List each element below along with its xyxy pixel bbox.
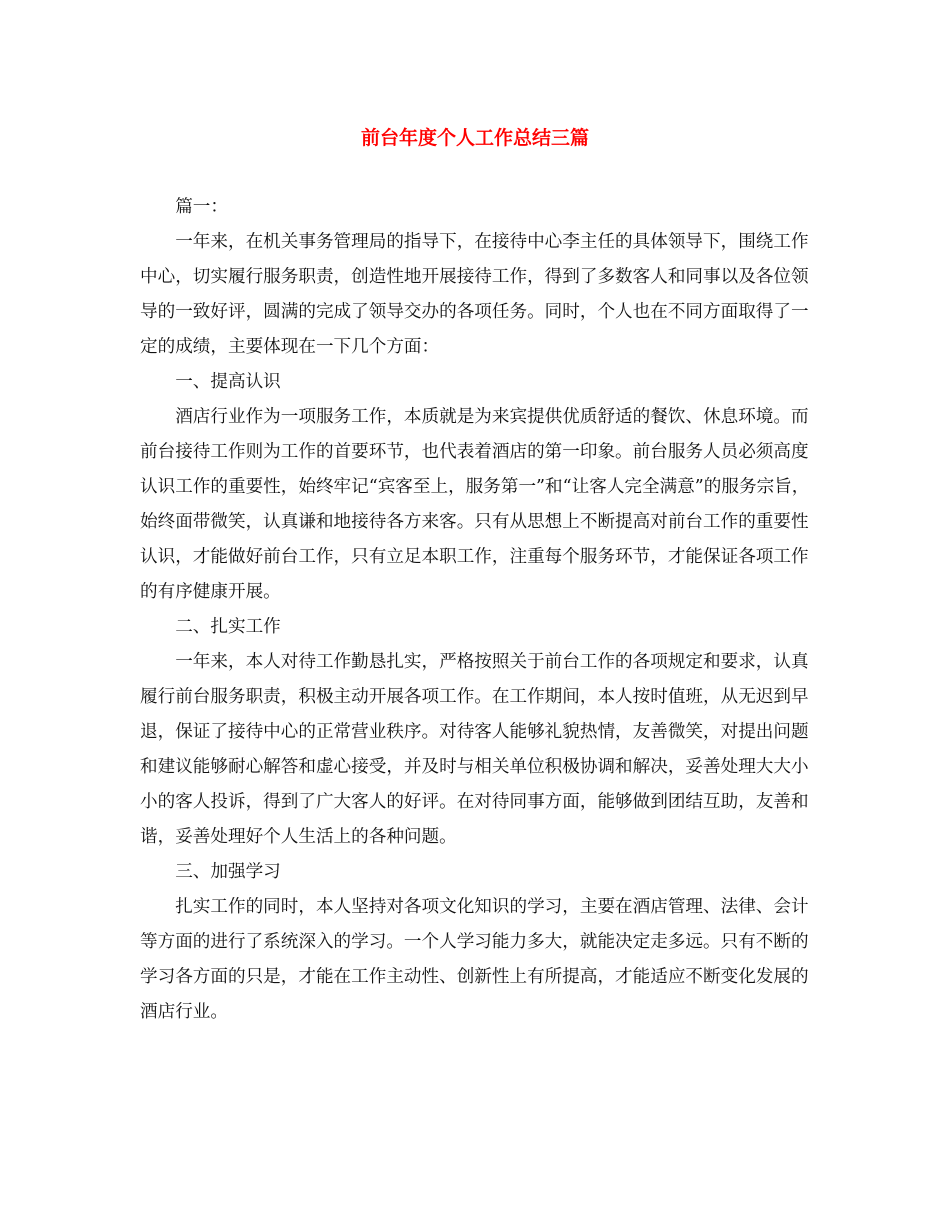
document-body bbox=[140, 190, 820, 1030]
section-heading-3: 三、加强学习 bbox=[175, 862, 281, 882]
section-body-3: 扎实工作的同时，本人坚持对各项文化知识的学习，主要在酒店管理、法律、会计等方面的进行了系统深入的学习。一个人学习能力多大，就能决定走多远。只有不断的学习各方面的只是，才能在工作主动性、创新性上有所提高，才能适应不断变化发展的酒店行业。 bbox=[140, 897, 809, 1022]
intro-paragraph: 一年来，在机关事务管理局的指导下，在接待中心李主任的具体领导下，围绕工作中心，切实履行服务职责，创造性地开展接待工作，得到了多数客人和同事以及各位领导的一致好评，圆满的完成了领导交办的各项任务。同时，个人也在不同方面取得了一定的成绩，主要体现在一下几个方面： bbox=[140, 232, 809, 357]
section-heading-2: 二、扎实工作 bbox=[175, 617, 281, 637]
section-label: 篇一： bbox=[175, 197, 228, 217]
section-heading-1: 一、提高认识 bbox=[175, 372, 281, 392]
document-title: 前台年度个人工作总结三篇 bbox=[360, 127, 589, 149]
section-body-1: 酒店行业作为一项服务工作，本质就是为来宾提供优质舒适的餐饮、休息环境。而前台接待工作则为工作的首要环节，也代表着酒店的第一印象。前台服务人员必须高度认识工作的重要性，始终牢记“宾客至上，服务第一”和“让客人完全满意”的服务宗旨，始终面带微笑，认真谦和地接待各方来客。只有从思想上不断提高对前台工作的重要性认识，才能做好前台工作，只有立足本职工作，注重每个服务环节，才能保证各项工作的有序健康开展。 bbox=[140, 407, 810, 602]
section-body-2: 一年来，本人对待工作勤恳扎实，严格按照关于前台工作的各项规定和要求，认真履行前台服务职责，积极主动开展各项工作。在工作期间，本人按时值班，从无迟到早退，保证了接待中心的正常营业秩序。对待客人能够礼貌热情，友善微笑，对提出问题和建议能够耐心解答和虚心接受，并及时与相关单位积极协调和解决，妥善处理大大小小的客人投诉，得到了广大客人的好评。在对待同事方面，能够做到团结互助，友善和谐，妥善处理好个人生活上的各种问题。 bbox=[140, 652, 809, 847]
